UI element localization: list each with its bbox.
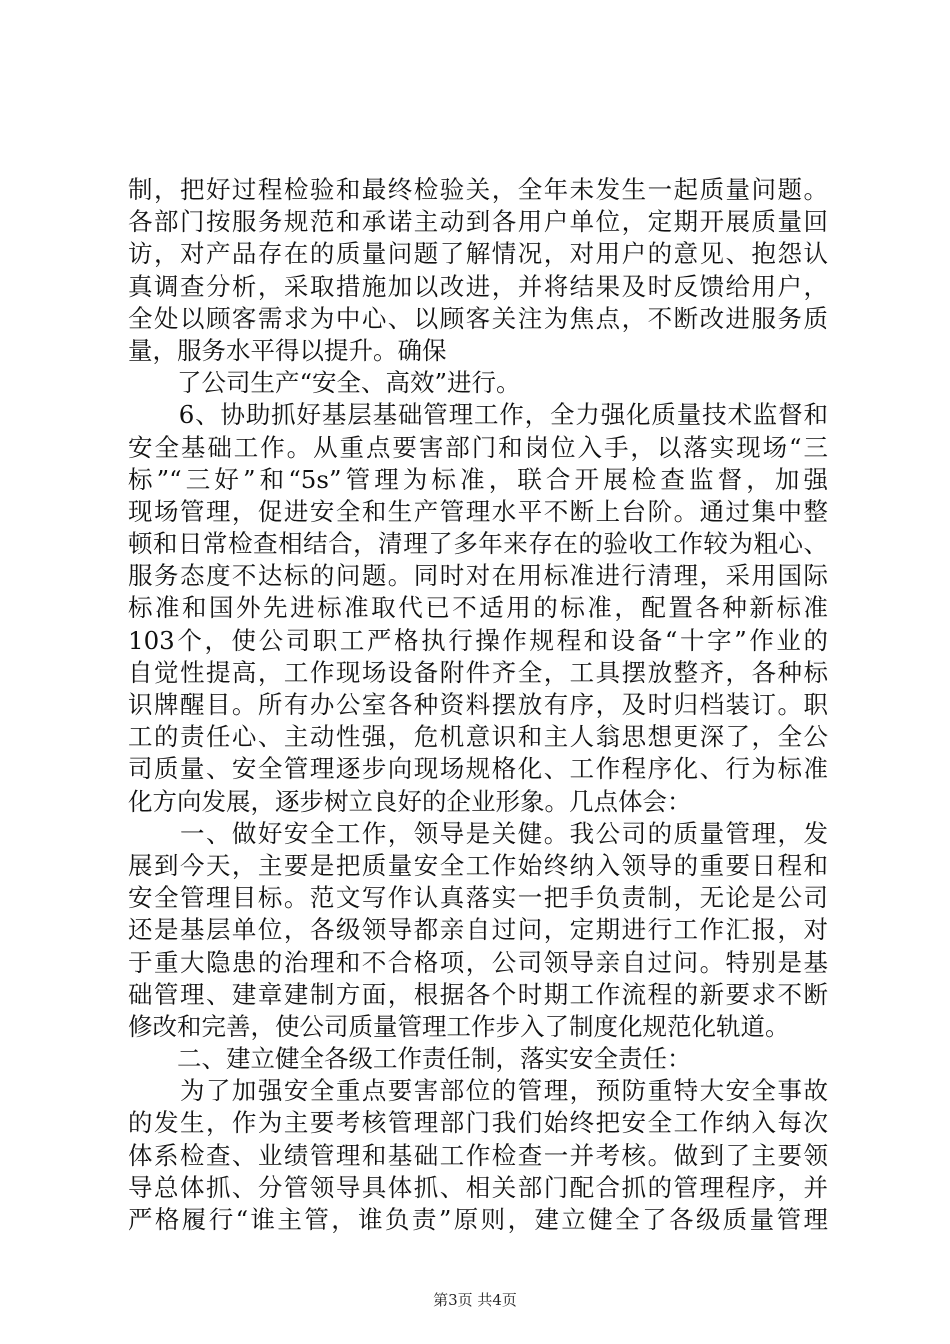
page-footer xyxy=(0,1290,950,1310)
text-line: 安全管理目标。范文写作认真落实一把手负责制，无论是公司 xyxy=(128,883,828,913)
text-line: 为了加强安全重点要害部位的管理，预防重特大安全事故 xyxy=(128,1076,828,1106)
text-line: 访，对产品存在的质量问题了解情况，对用户的意见、抱怨认 xyxy=(128,239,828,269)
text-line: 体系检查、业绩管理和基础工作检查一并考核。做到了主要领 xyxy=(128,1140,828,1170)
text-line: 严格履行“谁主管，谁负责”原则，建立健全了各级质量管理 xyxy=(128,1205,828,1234)
text-line: 的发生，作为主要考核管理部门我们始终把安全工作纳入每次 xyxy=(128,1108,828,1138)
text-line: 6、协助抓好基层基础管理工作，全力强化质量技术监督和 xyxy=(128,400,828,430)
text-line: 导总体抓、分管领导具体抓、相关部门配合抓的管理程序，并 xyxy=(128,1172,828,1202)
text-line: 展到今天，主要是把质量安全工作始终纳入领导的重要日程和 xyxy=(128,850,828,880)
text-line: 化方向发展，逐步树立良好的企业形象。几点体会： xyxy=(128,786,692,816)
text-line: 103个，使公司职工严格执行操作规程和设备“十字”作业的 xyxy=(128,625,828,655)
text-line: 真调查分析，采取措施加以改进，并将结果及时反馈给用户， xyxy=(128,271,828,301)
text-line: 制，把好过程检验和最终检验关，全年未发生一起质量问题。 xyxy=(128,175,828,204)
text-line: 标”“三好”和“5s”管理为标准，联合开展检查监督，加强 xyxy=(128,464,828,494)
text-line: 于重大隐患的治理和不合格项，公司领导亲自过问。特别是基 xyxy=(128,947,828,977)
text-line: 识牌醒目。所有办公室各种资料摆放有序，及时归档装订。职 xyxy=(128,690,828,719)
text-line: 修改和完善，使公司质量管理工作步入了制度化规范化轨道。 xyxy=(128,1011,790,1041)
text-line: 量，服务水平得以提升。确保 xyxy=(128,335,447,365)
text-line: 工的责任心、主动性强，危机意识和主人翁思想更深了，全公 xyxy=(128,722,828,752)
text-line: 了公司生产“安全、高效”进行。 xyxy=(128,368,521,398)
document-body xyxy=(128,174,828,1236)
text-line: 顿和日常检查相结合，清理了多年来存在的验收工作较为粗心、 xyxy=(128,529,828,559)
text-line: 自觉性提高，工作现场设备附件齐全，工具摆放整齐，各种标 xyxy=(128,657,828,687)
text-line: 标准和国外先进标准取代已不适用的标准，配置各种新标准 xyxy=(128,593,828,623)
text-line: 现场管理，促进安全和生产管理水平不断上台阶。通过集中整 xyxy=(128,496,828,526)
text-line: 全处以顾客需求为中心、以顾客关注为焦点，不断改进服务质 xyxy=(128,303,828,333)
text-line: 安全基础工作。从重点要害部门和岗位入手，以落实现场“三 xyxy=(128,432,828,462)
text-line: 础管理、建章建制方面，根据各个时期工作流程的新要求不断 xyxy=(128,979,828,1009)
text-line: 还是基层单位，各级领导都亲自过问，定期进行工作汇报，对 xyxy=(128,915,828,945)
text-line: 各部门按服务规范和承诺主动到各用户单位，定期开展质量回 xyxy=(128,207,828,237)
text-line: 二、建立健全各级工作责任制，落实安全责任： xyxy=(128,1044,692,1074)
text-line: 司质量、安全管理逐步向现场规格化、工作程序化、行为标准 xyxy=(128,754,828,784)
text-line: 服务态度不达标的问题。同时对在用标准进行清理，采用国际 xyxy=(128,561,828,591)
page-number-label: 第3页 共4页 xyxy=(433,1291,517,1309)
text-line: 一、做好安全工作，领导是关健。我公司的质量管理，发 xyxy=(128,818,828,848)
